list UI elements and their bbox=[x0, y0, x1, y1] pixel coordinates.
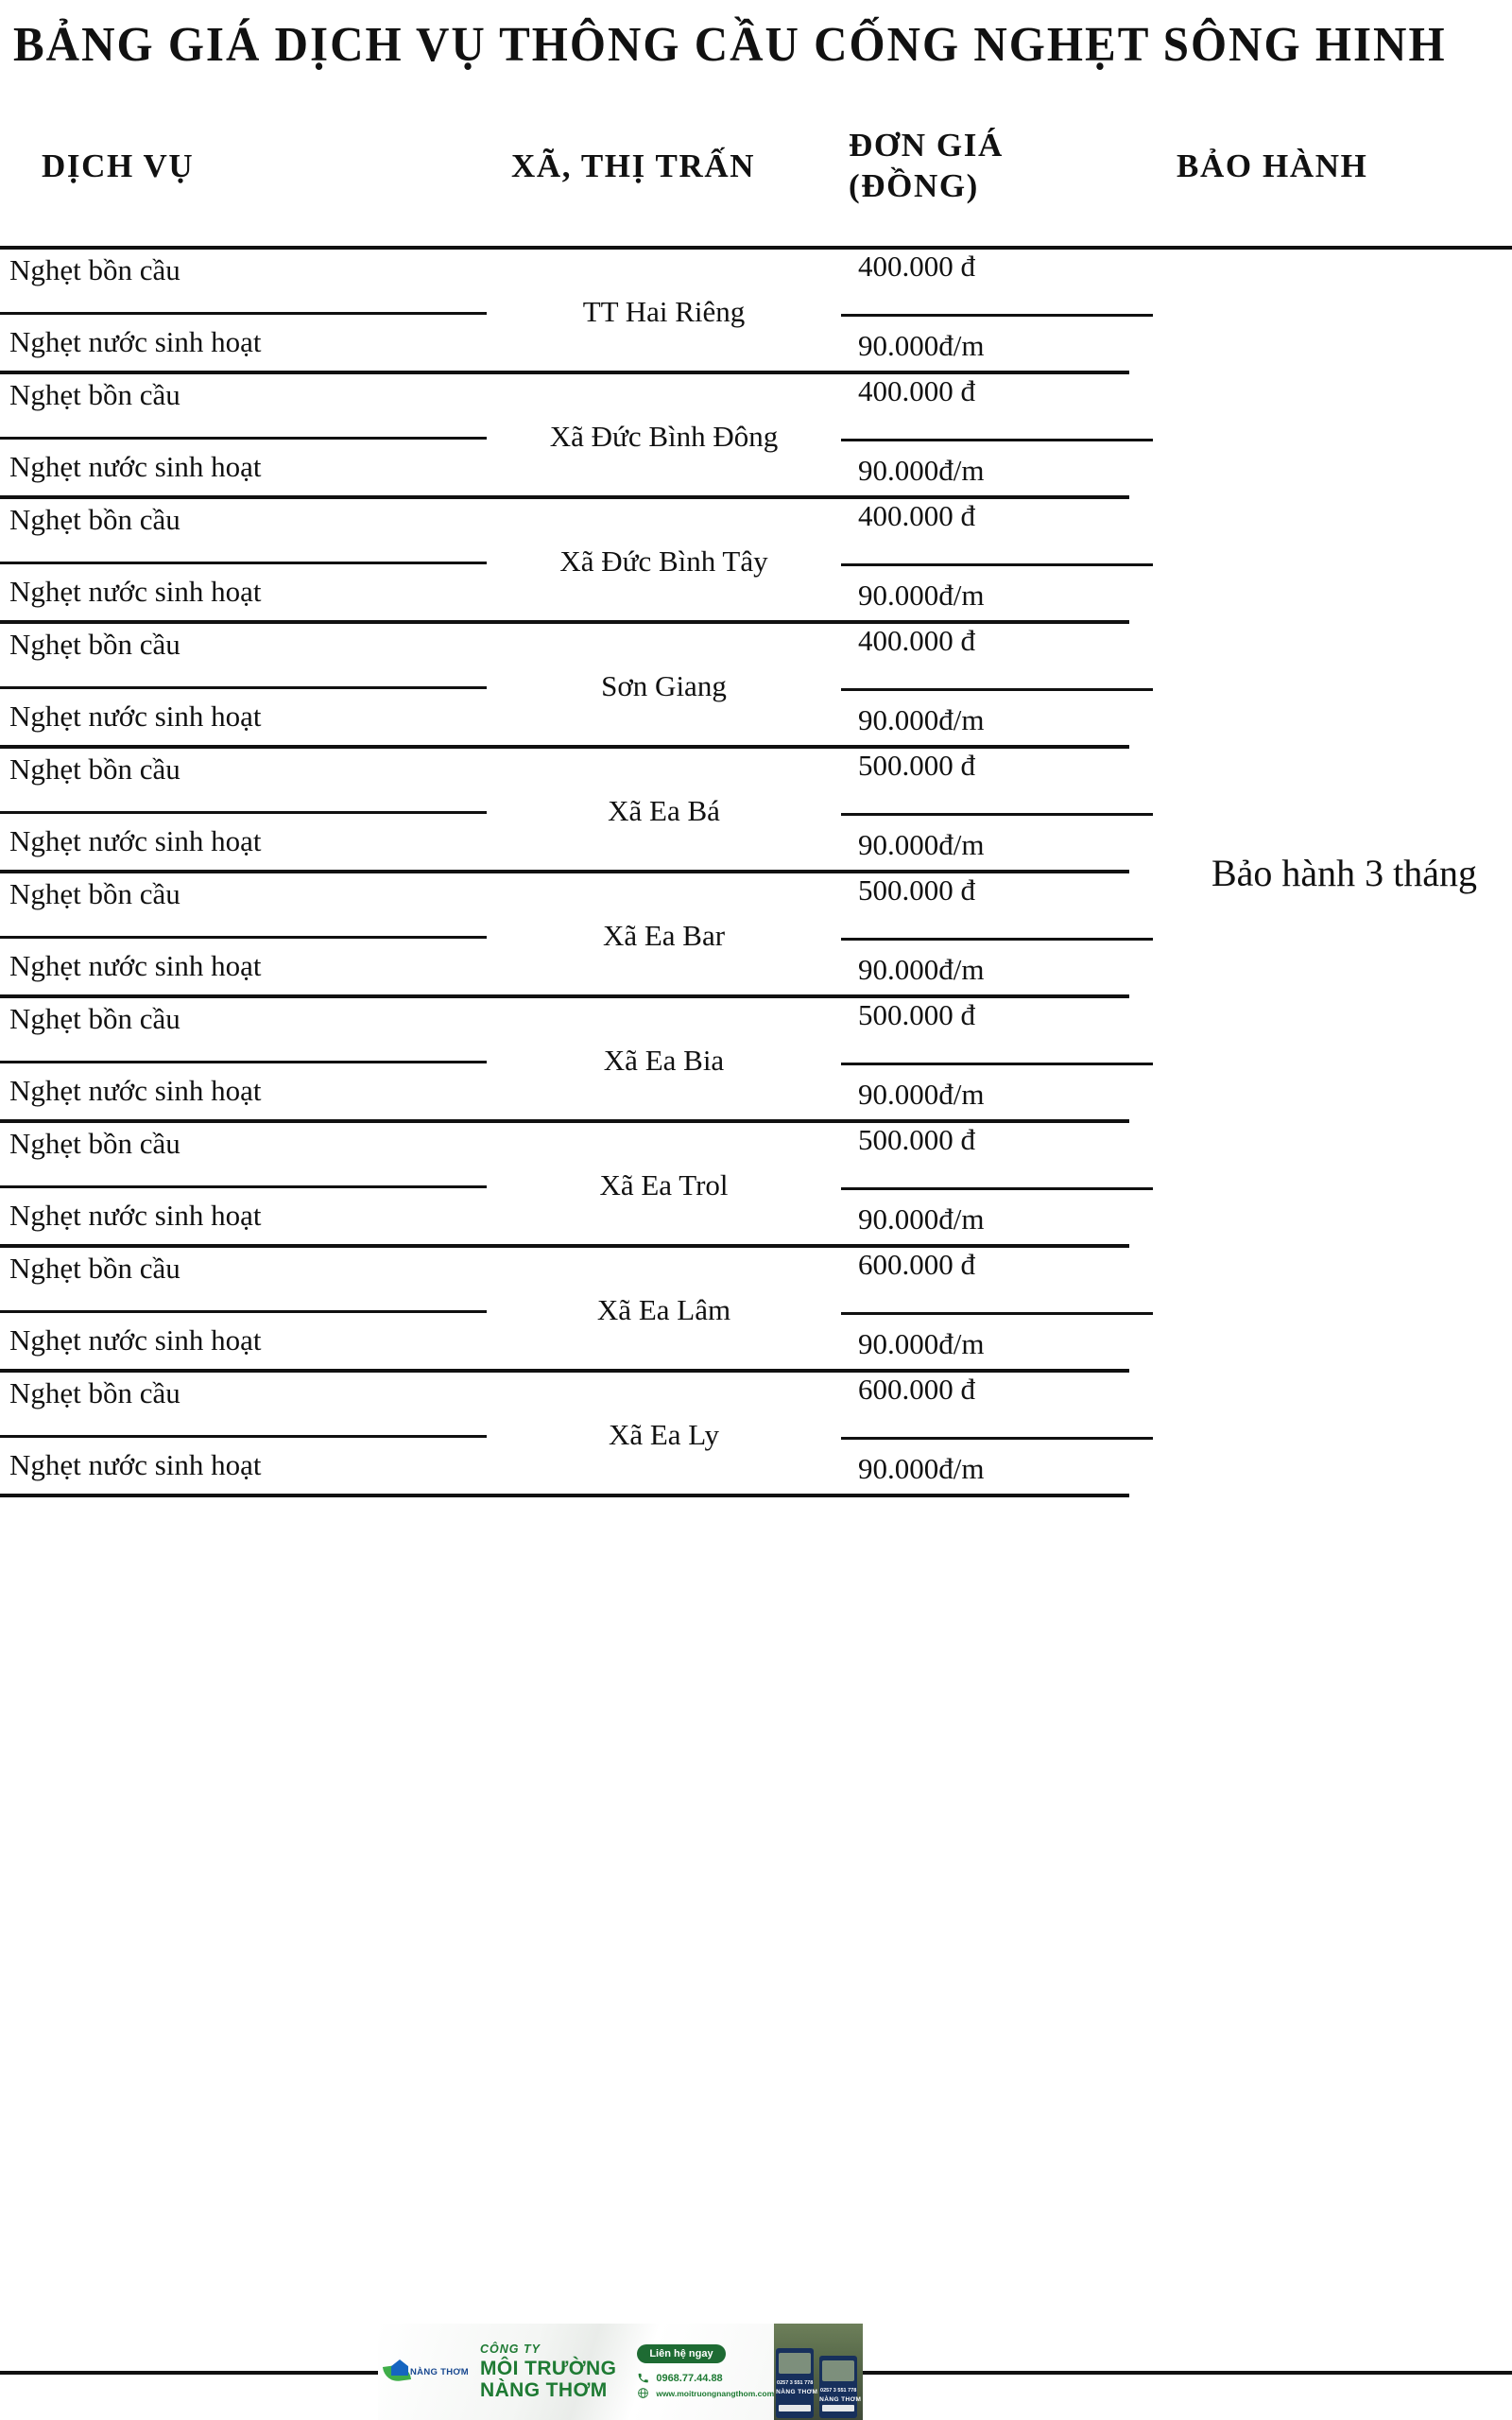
contact-block bbox=[616, 2344, 774, 2399]
leaf-house-icon bbox=[384, 2360, 407, 2384]
price-column bbox=[822, 1123, 1129, 1248]
row-group-cell bbox=[0, 374, 1129, 499]
price-toilet: 500.000 đ bbox=[858, 1123, 975, 1156]
row-separator bbox=[0, 1494, 1129, 1497]
price-toilet: 600.000 đ bbox=[858, 1373, 975, 1406]
service-divider bbox=[0, 1185, 487, 1188]
commune-name: Xã Ea Bar bbox=[602, 918, 726, 952]
service-column bbox=[0, 250, 506, 374]
truck-windshield bbox=[822, 2360, 854, 2381]
service-toilet: Nghẹt bồn cầu bbox=[9, 503, 180, 536]
service-column bbox=[0, 374, 506, 499]
row-group-cell bbox=[0, 1123, 1129, 1248]
page-title: BẢNG GIÁ DỊCH VỤ THÔNG CẦU CỐNG NGHẸT SÔNG HINH bbox=[13, 15, 1447, 72]
price-toilet: 600.000 đ bbox=[858, 1248, 975, 1281]
commune-name: TT Hai Riêng bbox=[582, 294, 746, 328]
price-water: 90.000đ/m bbox=[858, 1327, 985, 1360]
price-toilet: 400.000 đ bbox=[858, 250, 975, 283]
commune-group bbox=[0, 499, 1129, 624]
service-divider bbox=[0, 936, 487, 939]
price-column bbox=[822, 1248, 1129, 1373]
service-divider bbox=[0, 1061, 487, 1063]
price-water: 90.000đ/m bbox=[858, 703, 985, 736]
commune-group bbox=[0, 1373, 1129, 1497]
table-body bbox=[0, 248, 1512, 1497]
table-header bbox=[0, 87, 1512, 248]
truck-left bbox=[776, 2348, 818, 2418]
price-toilet: 500.000 đ bbox=[858, 998, 975, 1031]
service-divider bbox=[0, 811, 487, 814]
price-water: 90.000đ/m bbox=[858, 454, 985, 487]
row-group-cell bbox=[0, 998, 1129, 1123]
price-toilet: 500.000 đ bbox=[858, 749, 975, 782]
row-group-cell bbox=[0, 624, 1129, 749]
service-water: Nghẹt nước sinh hoạt bbox=[9, 949, 262, 982]
service-divider bbox=[0, 312, 487, 315]
service-divider bbox=[0, 437, 487, 440]
service-water: Nghẹt nước sinh hoạt bbox=[9, 575, 262, 608]
commune-group bbox=[0, 250, 1129, 374]
service-water: Nghẹt nước sinh hoạt bbox=[9, 325, 262, 358]
header-row bbox=[0, 87, 1512, 248]
service-toilet: Nghẹt bồn cầu bbox=[9, 1376, 180, 1409]
price-divider bbox=[841, 938, 1153, 941]
row-group-cell bbox=[0, 499, 1129, 624]
price-column bbox=[822, 1373, 1129, 1497]
truck-photo bbox=[774, 2324, 863, 2420]
company-name-line1: MÔI TRƯỜNG bbox=[480, 2358, 617, 2380]
commune-name: Xã Ea Trol bbox=[599, 1167, 729, 1201]
service-toilet: Nghẹt bồn cầu bbox=[9, 253, 180, 286]
service-divider bbox=[0, 1435, 487, 1438]
price-column bbox=[822, 250, 1129, 374]
commune-group bbox=[0, 749, 1129, 873]
price-water: 90.000đ/m bbox=[858, 579, 985, 612]
commune-group bbox=[0, 998, 1129, 1123]
service-water: Nghẹt nước sinh hoạt bbox=[9, 1323, 262, 1357]
price-water: 90.000đ/m bbox=[858, 1202, 985, 1236]
price-water: 90.000đ/m bbox=[858, 1078, 985, 1111]
price-divider bbox=[841, 1437, 1153, 1440]
price-toilet: 400.000 đ bbox=[858, 499, 975, 532]
service-column bbox=[0, 1373, 506, 1497]
truck-phone-text: 0257 3 551 778 bbox=[777, 2380, 814, 2386]
service-water: Nghẹt nước sinh hoạt bbox=[9, 1448, 262, 1481]
company-logo bbox=[378, 2360, 469, 2384]
company-banner bbox=[378, 2324, 862, 2420]
commune-name: Sơn Giang bbox=[601, 668, 727, 702]
price-column bbox=[822, 624, 1129, 749]
commune-group bbox=[0, 873, 1129, 998]
commune-name: Xã Ea Bia bbox=[603, 1043, 725, 1077]
phone-line[interactable] bbox=[637, 2372, 774, 2384]
service-toilet: Nghẹt bồn cầu bbox=[9, 1127, 180, 1160]
commune-name: Xã Ea Ly bbox=[608, 1417, 720, 1451]
service-column bbox=[0, 1248, 506, 1373]
truck-right bbox=[819, 2356, 862, 2418]
service-toilet: Nghẹt bồn cầu bbox=[9, 752, 180, 786]
service-divider bbox=[0, 562, 487, 564]
row-group-cell bbox=[0, 749, 1129, 873]
price-toilet: 500.000 đ bbox=[858, 873, 975, 907]
price-table bbox=[0, 87, 1512, 1497]
row-group-cell bbox=[0, 1248, 1129, 1373]
column-header-commune: XÃ, THỊ TRẤN bbox=[506, 87, 822, 248]
service-water: Nghẹt nước sinh hoạt bbox=[9, 1074, 262, 1107]
banner-rule-left bbox=[0, 2371, 378, 2375]
price-divider bbox=[841, 439, 1153, 441]
service-column bbox=[0, 873, 506, 998]
company-name-block bbox=[469, 2342, 616, 2401]
globe-icon bbox=[637, 2387, 649, 2399]
logo-wordmark: NÀNG THƠM bbox=[410, 2366, 469, 2377]
service-water: Nghẹt nước sinh hoạt bbox=[9, 824, 262, 857]
price-column bbox=[822, 749, 1129, 873]
phone-number: 0968.77.44.88 bbox=[656, 2372, 723, 2384]
truck-bumper bbox=[779, 2405, 811, 2411]
truck-company-text: NÀNG THƠM bbox=[776, 2389, 818, 2395]
commune-group bbox=[0, 374, 1129, 499]
service-water: Nghẹt nước sinh hoạt bbox=[9, 700, 262, 733]
column-header-warranty: BẢO HÀNH bbox=[1129, 87, 1512, 248]
service-toilet: Nghẹt bồn cầu bbox=[9, 1252, 180, 1285]
company-name-line2: NÀNG THƠM bbox=[480, 2378, 608, 2401]
price-toilet: 400.000 đ bbox=[858, 374, 975, 407]
service-column bbox=[0, 1123, 506, 1248]
table-row bbox=[0, 248, 1512, 374]
price-column bbox=[822, 873, 1129, 998]
row-group-cell bbox=[0, 248, 1129, 374]
warranty-value: Bảo hành 3 tháng bbox=[1211, 851, 1478, 894]
service-water: Nghẹt nước sinh hoạt bbox=[9, 450, 262, 483]
price-column bbox=[822, 374, 1129, 499]
price-divider bbox=[841, 688, 1153, 691]
service-divider bbox=[0, 1310, 487, 1313]
price-divider bbox=[841, 314, 1153, 317]
service-column bbox=[0, 499, 506, 624]
truck-bumper bbox=[822, 2405, 854, 2411]
price-divider bbox=[841, 1187, 1153, 1190]
commune-group bbox=[0, 1123, 1129, 1248]
banner-rule-right bbox=[775, 2371, 1512, 2375]
service-column bbox=[0, 749, 506, 873]
truck-phone-text: 0257 3 551 778 bbox=[820, 2388, 857, 2394]
phone-icon bbox=[637, 2372, 649, 2384]
service-column bbox=[0, 998, 506, 1123]
service-toilet: Nghẹt bồn cầu bbox=[9, 378, 180, 411]
service-toilet: Nghẹt bồn cầu bbox=[9, 628, 180, 661]
price-column bbox=[822, 998, 1129, 1123]
service-column bbox=[0, 624, 506, 749]
page-title-bar bbox=[0, 0, 1512, 87]
commune-name: Xã Đức Bình Tây bbox=[559, 544, 768, 578]
commune-name: Xã Ea Bá bbox=[608, 793, 720, 827]
contact-cta-button[interactable]: Liên hệ ngay bbox=[637, 2344, 725, 2363]
commune-name: Xã Đức Bình Đông bbox=[549, 419, 779, 453]
price-divider bbox=[841, 563, 1153, 566]
truck-windshield bbox=[779, 2353, 811, 2374]
service-water: Nghẹt nước sinh hoạt bbox=[9, 1199, 262, 1232]
price-water: 90.000đ/m bbox=[858, 953, 985, 986]
price-toilet: 400.000 đ bbox=[858, 624, 975, 657]
price-water: 90.000đ/m bbox=[858, 828, 985, 861]
price-column bbox=[822, 499, 1129, 624]
service-divider bbox=[0, 686, 487, 689]
website-line[interactable] bbox=[637, 2387, 774, 2399]
price-divider bbox=[841, 813, 1153, 816]
service-toilet: Nghẹt bồn cầu bbox=[9, 877, 180, 910]
commune-name: Xã Ea Lâm bbox=[596, 1292, 731, 1326]
column-header-service: DỊCH VỤ bbox=[0, 87, 506, 248]
row-group-cell bbox=[0, 1373, 1129, 1497]
service-toilet: Nghẹt bồn cầu bbox=[9, 1002, 180, 1035]
column-header-price: ĐƠN GIÁ (ĐỒNG) bbox=[822, 87, 1129, 248]
commune-group bbox=[0, 1248, 1129, 1373]
website-url: www.moitruongnangthom.com bbox=[656, 2388, 775, 2398]
price-divider bbox=[841, 1312, 1153, 1315]
price-divider bbox=[841, 1063, 1153, 1065]
row-group-cell bbox=[0, 873, 1129, 998]
truck-company-text: NÀNG THƠM bbox=[819, 2396, 862, 2403]
price-water: 90.000đ/m bbox=[858, 329, 985, 362]
commune-group bbox=[0, 624, 1129, 749]
company-label: CÔNG TY bbox=[480, 2342, 541, 2357]
price-water: 90.000đ/m bbox=[858, 1452, 985, 1485]
